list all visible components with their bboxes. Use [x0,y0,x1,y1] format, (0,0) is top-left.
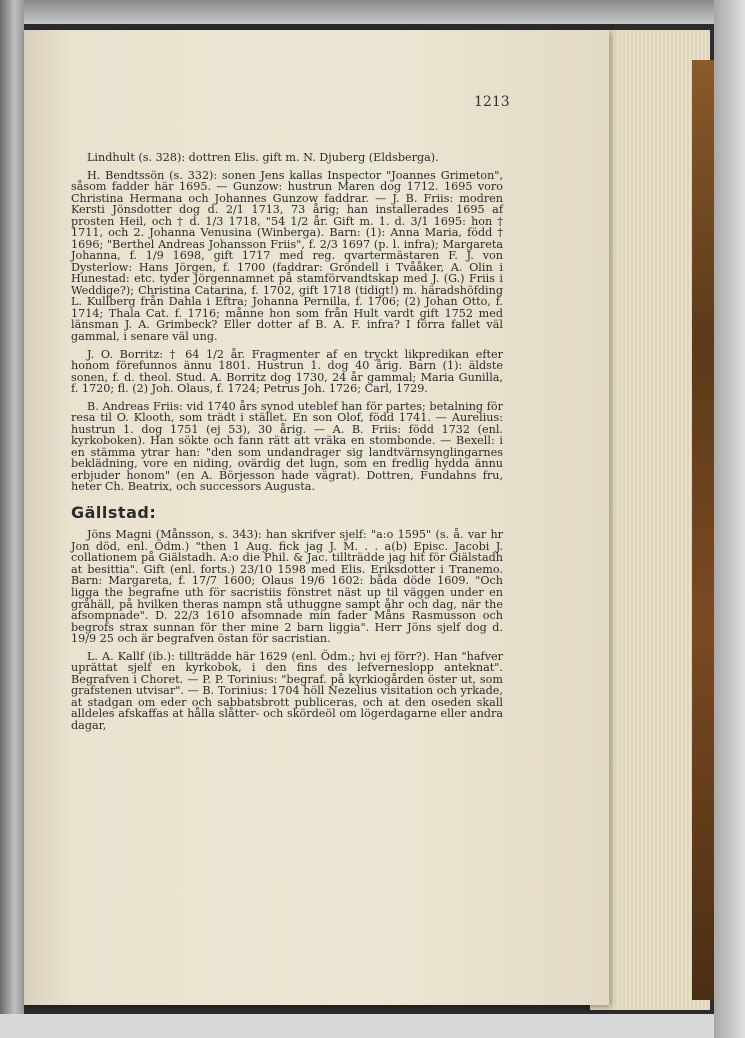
paragraph-lindhult: Lindhult (s. 328): dottren Elis. gift m. N. Djuberg (Eldsberga). [87,151,439,164]
book-spine-edge [692,60,714,1000]
section-heading-gallstad: Gällstad: [71,502,157,522]
paragraph-bendtsson: H. Bendtssön (s. 332): sonen Jens kallas Inspector "Joannes Grimeton", såsom fadder här 1695. — Gunzow: hustrun Maren dog 1712. 1695 voro Christina Hermana och Johannes Gunzow faddrar. — J. B. Friis: modren Kersti Jönsdotter dog d. 2/1 1713, 73 årig; han installerades 1695 af prosten Heil, och † d. 1/3 1718, "54 1/2 år. Gift m. 1. d. 3/1 1695: hon † 1711, och 2. Johanna Venusina (Winberga). Barn: (1): Anna Maria, född † 1696; "Berthel Andreas Johansson Friis", f. 2/3 1697 (p. l. infra); Margareta Johanna, f. 1/9 1698, gift 1717 med reg. qvartermästaren F. J. von Dysterlow: Hans Jörgen, f. 1700 (faddrar: Gröndell i Tvååker, A. Olin i Hunestad: etc. tyder Jörgennamnet på stamförvandtskap med J. (G.) Friis i Weddige?); Christina Catarina, f. 1702, gift 1718 (tidigt!) m. häradshöfding L. Kullberg från Dahla i Eftra; Johanna Pernilla, f. 1706; (2) Johan Otto, f. 1714; Thala Cat. f. 1716; månne hon som från Hult vardt gift 1752 med länsman J. A. Grimbeck? Eller dotter af B. A. F. infra? I förra fallet väl gammal, i senare väl ung. [71,168,503,343]
paragraph-borritz: J. O. Borritz: † 64 1/2 år. Fragmenter af en tryckt likpredikan efter honom förefunnos ännu 1801. Hustrun 1. dog 40 årig. Barn (1): äldste sonen, f. d. theol. Stud. A. Borritz dog 1730, 24 år gammal; Maria Gunilla, f. 1720; fl. (2) Joh. Olaus, f. 1724; Petrus Joh. 1726; Carl, 1729. [71,347,503,396]
book-page [24,30,609,1005]
book-cover-board [714,0,745,1038]
background-left [0,0,24,1038]
paragraph-kallf: L. A. Kallf (ib.): tillträdde här 1629 (enl. Ödm.; hvi ej förr?). Han "hafver uprättat sjelf en kyrkobok, i den fins des lefverneslopp anteknat". Begrafven i Choret. — P. P. Torinius: "begraf. på kyrkiogården öster ut, som grafstenen utvisar". — B. Torinius: 1704 höll Nezelius visitation och yrkade, at stadgan om eder och sabbatsbrott publiceras, och at den oseden skall alldeles afskaffas at hålla slåtter- och skördeöl om lögerdagarne eller andra dagar, [71,649,503,732]
paragraph-andreas-friis: B. Andreas Friis: vid 1740 års synod uteblef han för partes; betalning för resa til O. Klooth, som trädt i stället. En son Olof, född 1741. — Aurelius: hustrun 1. dog 1751 (ej 53), 30 årig. — A. B. Friis: född 1732 (enl. kyrkoboken). Han sökte och fann rätt att vräka en stombonde. — Bexell: i en stämma ytrar han: "den som undandrager sig landtvärnsynglingarnes beklädning, vore en niding, ovärdig det lugn, som en fredlig hydda ännu erbjuder honom" (en A. Börjesson hade vägrat). Dottren, Fundahns fru, heter Ch. Beatrix, och successors Augusta. [71,399,503,494]
page-number: 1213 [474,94,510,110]
paragraph-jons-magni: Jöns Magni (Månsson, s. 343): han skrifver sjelf: "a:o 1595" (s. å. var hr Jon död, enl. Ödm.) "then 1 Aug. fick jag J. M. . . a(b) Episc. Jacobi J. collationem på Giälstadh. A:o die Phil. & Jac. tillträdde jag hit för Giälstadh at besittia". Gift (enl. forts.) 23/10 1598 med Elis. Eriksdotter i Tranemo. Barn: Margareta, f. 17/7 1600; Olaus 19/6 1602: båda döde 1609. "Och ligga the begrafne uth för sacristiis fönstret näst up til väggen under en gråhäll, på hvilken theras nampn stå uthuggne sampt åhr och dag, när the afsompnade". D. 22/3 1610 afsomnade min fader Måns Rasmusson och begrofs strax sunnan för ther mine 2 barn liggia". Herr Jöns sjelf dog d. 19/9 25 och är begrafven östan för sacristian. [71,528,503,646]
page-text [71,152,503,737]
background-top [0,0,745,24]
background-bottom [0,1014,745,1038]
